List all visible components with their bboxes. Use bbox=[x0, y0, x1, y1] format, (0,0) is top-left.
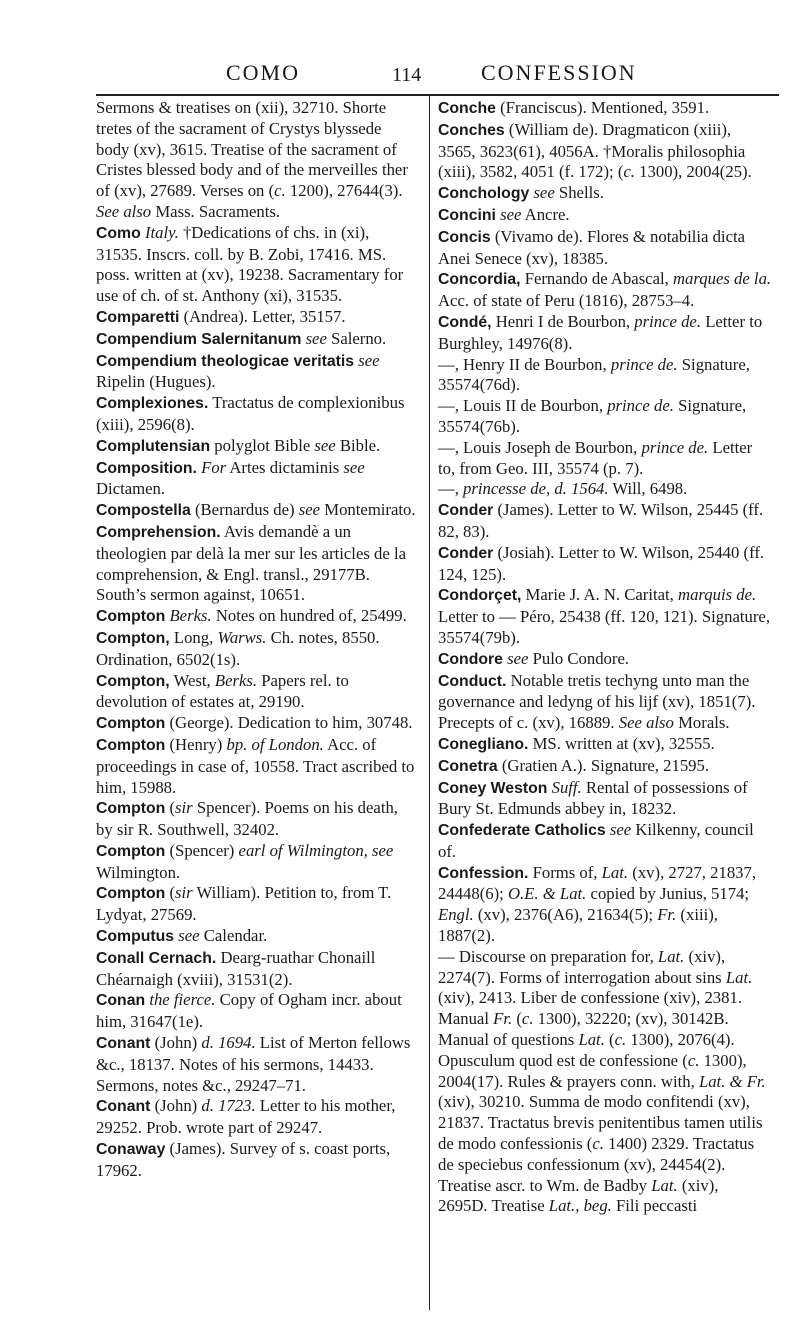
entry-italic-text: Lat. bbox=[578, 1030, 605, 1050]
index-entry bbox=[438, 543, 772, 586]
entry-headword: Compton bbox=[96, 715, 166, 733]
entry-headword: Condorçet, bbox=[438, 587, 522, 605]
entry-text: Tractatus de complexionibus (xiii), 2596(8). bbox=[96, 393, 405, 434]
entry-text: (xiv), 2413. Liber de confessione (xiv), 2381. Manual bbox=[438, 988, 743, 1029]
index-entry bbox=[438, 312, 772, 355]
entry-text: William). Petition to, from T. Lydyat, 27569. bbox=[96, 883, 392, 925]
page-number: 114 bbox=[392, 64, 422, 86]
entry-headword: Comparetti bbox=[96, 308, 180, 326]
entry-text: (Henry) bbox=[165, 734, 227, 754]
entry-text: †Dedications of chs. in (xi), 31535. Inscrs. coll. by B. Zobi, 17416. MS. poss. written at (xv), 19238. Sacramentary for use of ch. of st. Anthony (xi), 31535. bbox=[96, 222, 404, 306]
entry-text: Letter to, from Geo. III, 35574 (p. 7). bbox=[438, 437, 753, 478]
index-entry bbox=[96, 436, 418, 458]
entry-text: (Bernardus de) bbox=[190, 500, 299, 520]
entry-headword: Como bbox=[96, 224, 141, 242]
entry-text: Will, 6498. bbox=[608, 479, 688, 499]
entry-headword: Compendium Salernitanum bbox=[96, 330, 302, 348]
right-column bbox=[438, 98, 772, 1217]
entry-italic-text: Lat. bbox=[651, 1175, 678, 1195]
entry-text: (xiv), 2274(7). Forms of interrogation about sins bbox=[438, 946, 726, 987]
entry-text: Mass. Sacraments. bbox=[151, 201, 280, 221]
entry-italic-text: c. bbox=[592, 1134, 604, 1154]
entry-italic-text: Fr. bbox=[657, 905, 677, 925]
entry-headword: Compton bbox=[96, 608, 166, 626]
entry-text: Salerno. bbox=[326, 328, 387, 348]
entry-italic-text: see bbox=[609, 820, 632, 840]
entry-italic-text: Lat. & Fr. bbox=[698, 1071, 766, 1091]
entry-headword: Conder bbox=[438, 544, 494, 562]
index-entry bbox=[96, 713, 418, 735]
entry-text: Signature, 35574(76b). bbox=[438, 396, 747, 436]
index-entry bbox=[438, 734, 772, 756]
entry-text: (xiv), 30210. Summa de modo confitendi (xv), 21837. Tractatus brevis penitentibus tamen utilis de modo confessionis ( bbox=[438, 1092, 763, 1154]
entry-headword: Conduct. bbox=[438, 672, 507, 690]
entry-headword: Compostella bbox=[96, 502, 191, 520]
entry-italic-text: Engl. bbox=[438, 905, 474, 925]
entry-text: (James). Letter to W. Wilson, 25445 (ff. 82, 83). bbox=[438, 500, 764, 541]
entry-text: List of Merton fellows &c., 18137. Notes of his sermons, 14433. Sermons, notes &c., 29247–71. bbox=[96, 1033, 411, 1095]
index-entry bbox=[438, 205, 772, 227]
entry-headword: Concini bbox=[438, 206, 496, 224]
entry-text: 1200), 27644(3). bbox=[285, 181, 403, 201]
entry-italic-text: Lat. bbox=[601, 862, 629, 882]
entry-headword: Composition. bbox=[96, 459, 197, 477]
entry-text: Dictamen. bbox=[96, 479, 166, 499]
entry-headword: Condore bbox=[438, 650, 503, 668]
entry-text: Avis demandè a un theologien par delà la mer sur les articles de la comprehension, & Engl. transl., 29177B. South’s sermon against, 10651. bbox=[96, 521, 406, 605]
entry-headword: Conant bbox=[96, 1035, 151, 1053]
entry-italic-text: Lat. bbox=[657, 946, 685, 966]
entry-text: 1300), 32220; (xv), 30142B. Manual of questions bbox=[438, 1009, 729, 1050]
entry-text: (Gratien A.). Signature, 21595. bbox=[497, 755, 710, 775]
index-entry bbox=[438, 585, 772, 648]
entry-text: Acc. of state of Peru (1816), 28753–4. bbox=[438, 291, 695, 311]
entry-text: (xv), 2376(A6), 21634(5); bbox=[473, 905, 658, 925]
entry-text: Letter to Burghley, 14976(8). bbox=[438, 311, 763, 353]
entry-italic-text: Italy. bbox=[144, 222, 179, 242]
index-entry bbox=[96, 948, 418, 991]
index-entry bbox=[96, 1139, 418, 1182]
index-entry bbox=[438, 649, 772, 671]
entry-headword: Conegliano. bbox=[438, 735, 529, 753]
entry-headword: Conetra bbox=[438, 757, 498, 775]
entry-italic-text: see bbox=[298, 500, 321, 520]
index-entry bbox=[438, 671, 772, 734]
entry-text: (Spencer) bbox=[165, 840, 239, 860]
entry-italic-text: c. bbox=[274, 181, 286, 201]
entry-headword: Conche bbox=[438, 100, 496, 117]
entry-text: Pulo Condore. bbox=[528, 648, 630, 668]
entry-headword: Complexiones. bbox=[96, 395, 209, 413]
index-entry bbox=[96, 606, 418, 628]
index-entry bbox=[96, 329, 418, 351]
entry-text: Long, bbox=[169, 627, 218, 647]
entry-text: Copy of Ogham incr. about him, 31647(1e). bbox=[96, 990, 402, 1032]
entry-italic-text: prince de. bbox=[641, 437, 709, 457]
index-entry bbox=[438, 863, 772, 947]
entry-italic-text: see bbox=[358, 350, 380, 370]
entry-text: (xiii), 1887(2). bbox=[438, 905, 718, 946]
entry-headword: Compton bbox=[96, 842, 166, 860]
entry-headword: Concordia, bbox=[438, 271, 521, 289]
entry-italic-text: c. bbox=[521, 1009, 534, 1029]
entry-italic-text: see bbox=[305, 328, 327, 348]
entry-text: Ch. notes, 8550. Ordination, 6502(1s). bbox=[96, 627, 380, 669]
entry-headword: Compton bbox=[96, 800, 166, 818]
index-entry bbox=[438, 396, 772, 438]
header-right-guideword: CONFESSION bbox=[481, 60, 637, 85]
entry-headword: Computus bbox=[96, 928, 175, 946]
entry-text: Ancre. bbox=[521, 204, 570, 224]
index-entry bbox=[438, 438, 772, 480]
header-left-guideword: COMO bbox=[226, 60, 301, 85]
index-entry bbox=[438, 756, 772, 778]
entry-italic-text: marques de la. bbox=[672, 269, 772, 289]
entry-headword: Conches bbox=[438, 121, 505, 139]
index-entry bbox=[96, 628, 418, 671]
entry-italic-text: c. bbox=[623, 162, 635, 182]
entry-text: Ripelin (Hugues). bbox=[96, 372, 216, 392]
index-entry bbox=[438, 120, 772, 183]
entry-text: Letter to — Péro, 25438 (ff. 120, 121). Signature, 35574(79b). bbox=[438, 607, 770, 647]
entry-text: (John) bbox=[150, 1096, 202, 1116]
entry-text: Dearg-ruathar Chonaill Chéarnaigh (xviii), 31531(2). bbox=[96, 947, 376, 989]
entry-italic-text: Berks. bbox=[214, 670, 258, 690]
entry-text: Signature, 35574(76d). bbox=[438, 354, 750, 395]
entry-text: (Franciscus). Mentioned, 3591. bbox=[495, 98, 710, 117]
index-entry bbox=[438, 355, 772, 397]
index-entry bbox=[96, 990, 418, 1033]
index-entry bbox=[438, 98, 772, 120]
entry-text: MS. written at (xv), 32555. bbox=[528, 733, 715, 753]
index-entry bbox=[96, 735, 418, 798]
entry-text: — Discourse on preparation for, bbox=[438, 946, 658, 966]
entry-italic-text: sir bbox=[175, 883, 193, 903]
entry-text: Sermons & treatises on (xii), 32710. Shorte tretes of the sacrament of Crystys blyssede body (xv), 3615. Treatise of the sacrament of Cristes blessed body and of the merveilles ther of (xv), 27689. Verses on ( bbox=[96, 98, 408, 201]
entry-italic-text: see bbox=[533, 183, 555, 203]
entry-italic-text: Lat. bbox=[725, 967, 753, 987]
entry-italic-text: Warws. bbox=[217, 627, 267, 647]
entry-text: Bible. bbox=[335, 435, 381, 455]
entry-italic-text: see bbox=[314, 435, 336, 455]
entry-italic-text: see bbox=[500, 204, 522, 224]
index-entry bbox=[96, 1033, 418, 1096]
entry-headword: Compendium theologicae veritatis bbox=[96, 352, 355, 370]
entry-text: (John) bbox=[150, 1033, 202, 1053]
index-entry bbox=[438, 269, 772, 312]
entry-text: copied by Junius, 5174; bbox=[586, 884, 750, 904]
entry-text: (James). Survey of s. coast ports, 17962. bbox=[96, 1139, 391, 1180]
entry-text: (Vivamo de). Flores & notabilia dicta Anei Senece (xv), 18385. bbox=[438, 226, 746, 268]
entry-headword: Concis bbox=[438, 228, 491, 246]
entry-italic-text: For bbox=[201, 457, 227, 477]
entry-italic-text: earl of Wilmington, see bbox=[238, 840, 394, 860]
entry-italic-text: Lat., beg. bbox=[548, 1196, 612, 1216]
index-entry bbox=[96, 393, 418, 436]
entry-text: (Andrea). Letter, 35157. bbox=[179, 306, 346, 326]
entry-italic-text: O.E. & Lat. bbox=[508, 884, 587, 904]
entry-text: Spencer). Poems on his death, by sir R. Southwell, 32402. bbox=[96, 798, 398, 840]
left-column bbox=[96, 98, 418, 1182]
entry-text: Henri I de Bourbon, bbox=[491, 311, 635, 331]
entry-text: Montemirato. bbox=[320, 500, 416, 520]
entry-italic-text: marquis de. bbox=[678, 585, 757, 605]
entry-headword: Complutensian bbox=[96, 437, 211, 455]
entry-italic-text: prince de. bbox=[607, 396, 674, 416]
entry-text: (Josiah). Letter to W. Wilson, 25440 (ff. 124, 125). bbox=[438, 542, 765, 584]
index-entry bbox=[96, 307, 418, 329]
entry-text: ( bbox=[512, 1009, 522, 1029]
index-entry bbox=[438, 479, 772, 500]
index-entry bbox=[96, 883, 418, 926]
entry-text: 1300), 2004(17). Rules & prayers conn. with, bbox=[438, 1050, 747, 1091]
entry-text: Artes dictaminis bbox=[226, 457, 344, 477]
column-divider bbox=[429, 96, 430, 1310]
entry-headword: Confession. bbox=[438, 864, 529, 882]
entry-italic-text: See also bbox=[618, 713, 674, 733]
entry-headword: Compton, bbox=[96, 629, 170, 647]
entry-text: Fili peccasti bbox=[611, 1196, 698, 1216]
entry-text: Papers rel. to devolution of estates at, 29190. bbox=[96, 670, 349, 712]
entry-headword: Compton, bbox=[96, 672, 170, 690]
entry-italic-text: see bbox=[343, 457, 365, 477]
index-entry bbox=[96, 458, 418, 501]
entry-headword: Conder bbox=[438, 502, 494, 520]
entry-text: Forms of, bbox=[528, 862, 602, 882]
entry-headword: Conaway bbox=[96, 1141, 166, 1159]
entry-text: Rental of possessions of Bury St. Edmunds abbey in, 18232. bbox=[438, 777, 748, 819]
index-entry bbox=[438, 183, 772, 205]
index-entry bbox=[96, 841, 418, 884]
entry-text: Fernando de Abascal, bbox=[520, 269, 673, 289]
header-rule bbox=[96, 94, 779, 96]
entry-italic-text: Fr. bbox=[493, 1009, 513, 1029]
entry-headword: Coney Weston bbox=[438, 779, 548, 797]
entry-italic-text: prince de. bbox=[610, 354, 678, 374]
entry-italic-text: see bbox=[178, 926, 200, 946]
entry-italic-text: See also bbox=[96, 201, 152, 221]
entry-text: Letter to his mother, 29252. Prob. wrote part of 29247. bbox=[96, 1096, 396, 1138]
entry-text: (George). Dedication to him, 30748. bbox=[165, 713, 413, 733]
index-entry bbox=[96, 500, 418, 522]
entry-text: ( bbox=[165, 883, 176, 903]
entry-italic-text: see bbox=[507, 648, 529, 668]
index-entry bbox=[96, 98, 418, 223]
index-entry bbox=[438, 227, 772, 270]
running-header bbox=[0, 60, 801, 90]
index-entry bbox=[96, 351, 418, 394]
entry-text: Kilkenny, council of. bbox=[438, 820, 754, 861]
entry-italic-text: princesse de, d. 1564. bbox=[463, 479, 609, 499]
index-entry bbox=[96, 671, 418, 714]
entry-text: —, Louis II de Bourbon, bbox=[438, 396, 608, 416]
index-entry bbox=[96, 522, 418, 606]
entry-text: Acc. of proceedings in case of, 10558. Tract ascribed to him, 15988. bbox=[96, 734, 415, 797]
entry-headword: Conall Cernach. bbox=[96, 949, 217, 967]
entry-text: 1400) 2329. Tractatus de speciebus confessionum (xv), 24454(2). Treatise ascr. to Wm. de Badby bbox=[438, 1134, 755, 1195]
entry-text: (William de). Dragmaticon (xiii), 3565, 3623(61), 4056A. †Moralis philosophia (xiii), 3582, 4051 (f. 172); ( bbox=[438, 119, 746, 182]
entry-italic-text: sir bbox=[175, 798, 193, 818]
entry-headword: Conchology bbox=[438, 185, 530, 203]
entry-headword: Conan bbox=[96, 992, 146, 1010]
entry-text: 1300), 2076(4). Opusculum quod est de confessione ( bbox=[438, 1030, 735, 1070]
entry-headword: Compton bbox=[96, 885, 166, 903]
index-entry bbox=[96, 223, 418, 307]
entry-text: Marie J. A. N. Caritat, bbox=[521, 585, 679, 605]
entry-text: —, bbox=[438, 479, 464, 499]
entry-text: Morals. bbox=[673, 713, 730, 733]
index-entry bbox=[438, 947, 772, 1217]
entry-text: Shells. bbox=[554, 183, 604, 203]
entry-italic-text: d. 1694. bbox=[201, 1033, 256, 1053]
entry-headword: Confederate Catholics bbox=[438, 822, 606, 840]
entry-text: Notes on hundred of, 25499. bbox=[211, 606, 407, 626]
entry-text: —, Henry II de Bourbon, bbox=[438, 354, 611, 374]
entry-italic-text: d. 1723. bbox=[201, 1096, 256, 1116]
entry-text: polyglot Bible bbox=[210, 435, 315, 455]
entry-italic-text: the fierce. bbox=[149, 990, 216, 1010]
entry-text: Wilmington. bbox=[96, 862, 181, 882]
entry-text: (xv), 2727, 21837, 24448(6); bbox=[438, 862, 757, 904]
entry-italic-text: c. bbox=[687, 1050, 700, 1070]
entry-text: ( bbox=[165, 798, 176, 818]
index-entry bbox=[96, 926, 418, 948]
entry-italic-text: Suff. bbox=[551, 777, 582, 797]
entry-text: —, Louis Joseph de Bourbon, bbox=[438, 437, 642, 457]
entry-italic-text: c. bbox=[614, 1030, 627, 1050]
entry-italic-text: Berks. bbox=[169, 606, 212, 626]
entry-headword: Comprehension. bbox=[96, 523, 221, 541]
entry-text: 1300), 2004(25). bbox=[634, 162, 752, 182]
entry-text: ( bbox=[604, 1030, 615, 1050]
entry-headword: Compton bbox=[96, 736, 166, 754]
entry-headword: Conant bbox=[96, 1098, 151, 1116]
entry-text: Notable tretis techyng unto man the governance and ledyng of his lijf (xv), 1851(7). Precepts of c. (xv), 16889. bbox=[438, 670, 756, 733]
entry-text: (xiv), 2695D. Treatise bbox=[438, 1175, 719, 1216]
index-entry bbox=[96, 798, 418, 841]
entry-text: West, bbox=[169, 670, 215, 690]
index-entry bbox=[96, 1096, 418, 1139]
entry-headword: Condé, bbox=[438, 313, 492, 331]
entry-italic-text: prince de. bbox=[634, 311, 702, 331]
index-entry bbox=[438, 778, 772, 821]
entry-text: Calendar. bbox=[199, 926, 268, 946]
index-entry bbox=[438, 500, 772, 543]
index-entry bbox=[438, 820, 772, 863]
entry-italic-text: bp. of London. bbox=[226, 734, 324, 754]
